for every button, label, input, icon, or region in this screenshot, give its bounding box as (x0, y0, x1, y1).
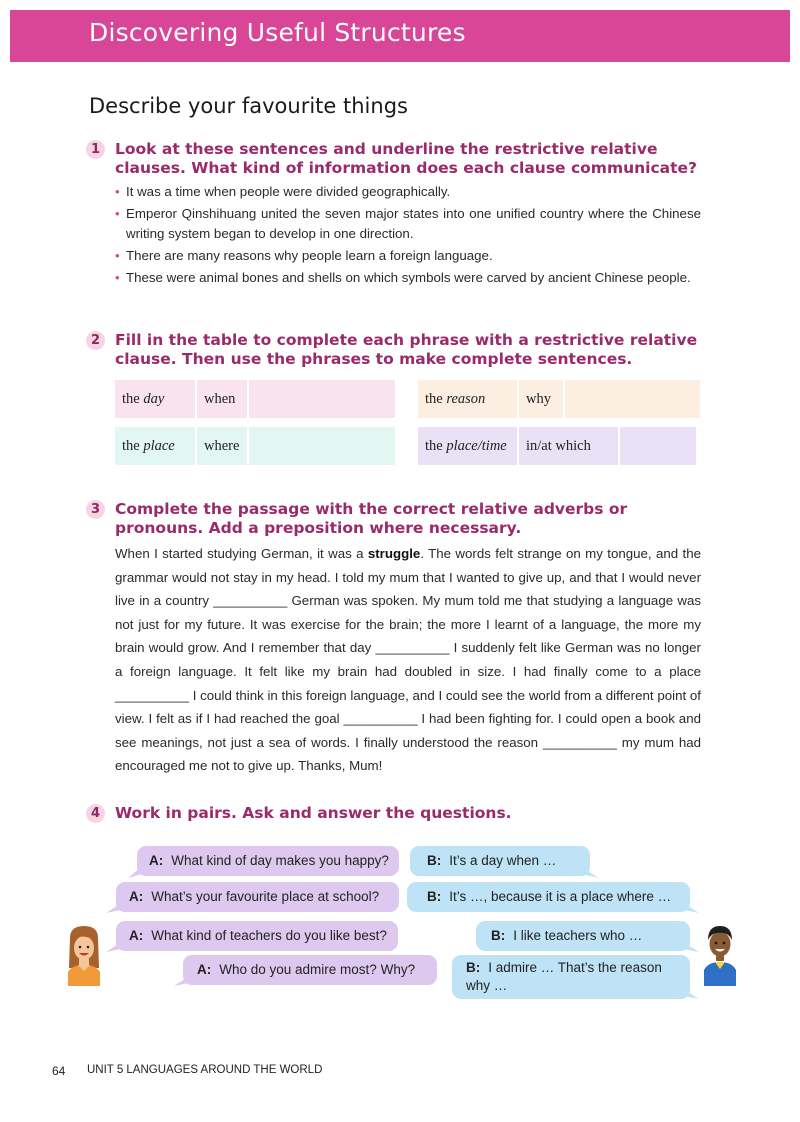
passage-text: When I started studying German, it was a (115, 546, 368, 561)
speaker-label: B: (427, 853, 442, 868)
task-instruction: Look at these sentences and underline the restrictive relative clauses. What kind of information does each clause communicate? (115, 140, 698, 177)
dialogue-text: I admire … That’s the reason why … (466, 960, 662, 993)
dialogue-text: Who do you admire most? Why? (219, 962, 416, 977)
relative-adverb-cell: in/at which (519, 427, 618, 465)
example-sentence: • These were animal bones and shells on which symbols were carved by ancient Chinese people. (115, 268, 701, 288)
passage-bold-word: struggle (367, 546, 421, 561)
page-number: 64 (52, 1064, 66, 1078)
dialogue-text: I like teachers who … (513, 928, 643, 943)
task-number: 2 (86, 331, 105, 350)
example-sentence: • Emperor Qinshihuang united the seven major states into one unified country where the Chinese writing system began to develop in one direction. (115, 204, 701, 244)
phrase-noun-cell: the place/time (418, 427, 517, 465)
phrase-noun-cell: the day (115, 380, 195, 418)
task-instruction: Work in pairs. Ask and answer the questions. (115, 804, 512, 822)
example-sentence: • It was a time when people were divided geographically. (115, 182, 701, 202)
speaker-label: A: (129, 928, 144, 943)
dialogue-text: What kind of day makes you happy? (171, 853, 389, 868)
section-title: Describe your favourite things (89, 94, 408, 118)
dialogue-text: What’s your favourite place at school? (151, 889, 380, 904)
relative-adverb-cell: where (197, 427, 247, 465)
phrase-noun-cell: the reason (418, 380, 517, 418)
speaker-label: A: (149, 853, 164, 868)
speaker-label: B: (491, 928, 506, 943)
bubble-tail (578, 868, 598, 878)
task-number: 4 (86, 804, 105, 823)
example-sentence: • There are many reasons why people learn a foreign language. (115, 246, 701, 266)
bubble-tail (679, 943, 699, 952)
phrase-noun-cell: the place (115, 427, 195, 465)
speaker-label: B: (466, 960, 481, 975)
relative-adverb-cell: when (197, 380, 247, 418)
unit-title: UNIT 5 LANGUAGES AROUND THE WORLD (87, 1064, 323, 1076)
dialogue-text: It’s a day when … (449, 853, 557, 868)
bubble-tail (679, 990, 699, 999)
task-instruction: Fill in the table to complete each phrase with a restrictive relative clause. Then use the phrases to make complete sentences. (115, 331, 698, 368)
bubble-tail (106, 943, 126, 952)
dialogue-text: It’s …, because it is a place where … (449, 889, 672, 904)
page-header-title: Discovering Useful Structures (89, 18, 466, 47)
relative-adverb-cell: why (519, 380, 563, 418)
bubble-tail (679, 904, 699, 913)
dialogue-text: What kind of teachers do you like best? (151, 928, 387, 943)
speaker-label: A: (197, 962, 212, 977)
boy-avatar-icon (700, 922, 740, 986)
passage-text: . The words felt strange on my tongue, and the grammar would not stay in my head. I told my mum that I wanted to give up, and that I would never live in a country __________ German was spoken. My mum told me that studying a language was not just for my future. It was exercise for the brain; the more I learnt of a language, the more my brain would grow. And I remember that day __________ I suddenly felt like German was no longer a foreign language. It felt like my brain had doubled in size. I had finally come to a place __________ I could think in this foreign language, and I could see the world from a different point of view. I felt as if I had reached the goal __________ I had been fighting for. I could open a book and see meanings, not just a sea of words. I finally understood the reason __________ my mum had encouraged me not to give up. Thanks, Mum! (115, 546, 701, 774)
bubble-tail (174, 977, 194, 986)
girl-avatar-icon (64, 924, 104, 986)
speaker-label: B: (427, 889, 442, 904)
task-number: 3 (86, 500, 105, 519)
speaker-label: A: (129, 889, 144, 904)
bubble-tail (106, 904, 126, 913)
task-number: 1 (86, 140, 105, 159)
bubble-tail (128, 868, 146, 878)
task-instruction: Complete the passage with the correct relative adverbs or pronouns. Add a preposition where necessary. (115, 500, 628, 537)
